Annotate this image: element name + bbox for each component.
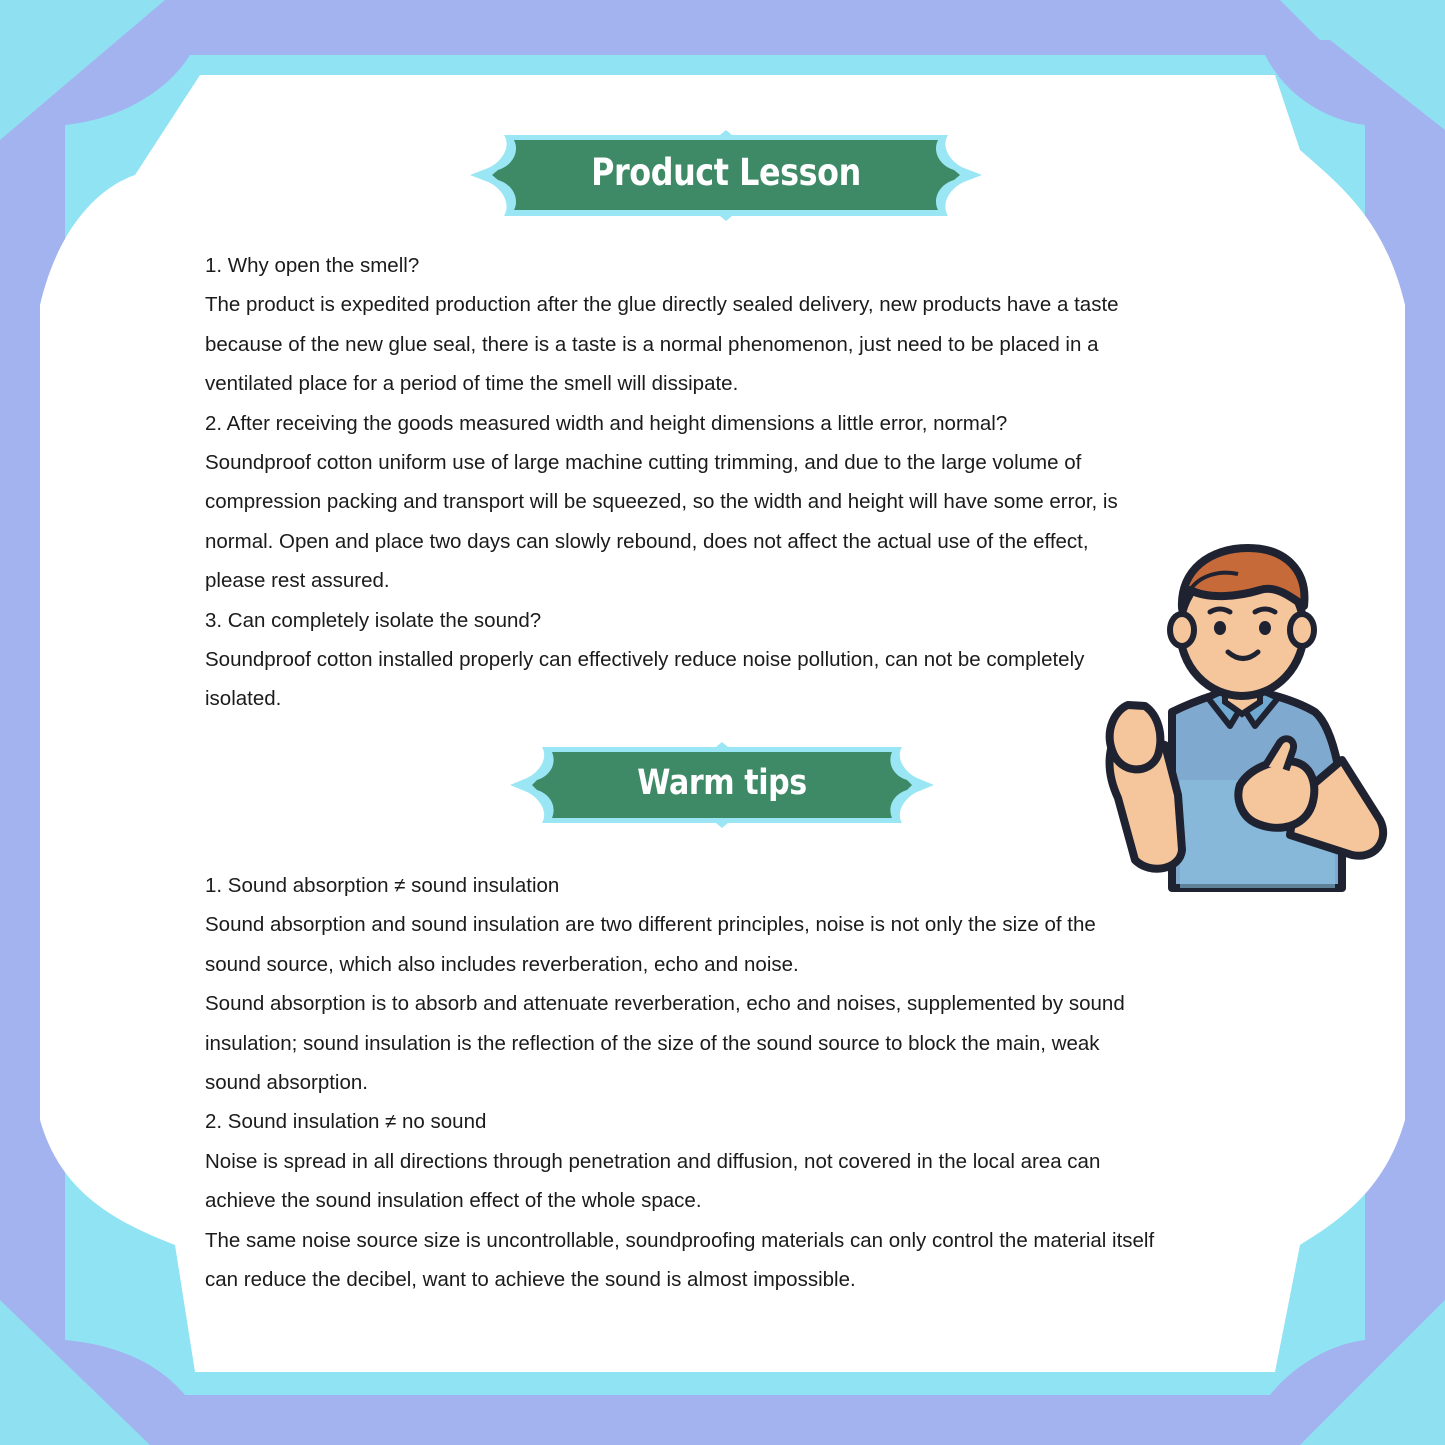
tip-line: insulation; sound insulation is the reflection of the size of the sound source to block the main, weak bbox=[205, 1031, 1100, 1055]
faq-question: 1. Why open the smell? bbox=[205, 254, 420, 277]
section-title: Product Lesson bbox=[591, 151, 861, 194]
warm-tips-banner bbox=[510, 740, 934, 830]
faq-answer-line: because of the new glue seal, there is a taste is a normal phenomenon, just need to be placed in a bbox=[205, 332, 1099, 356]
faq-question: 3. Can completely isolate the sound? bbox=[205, 608, 542, 632]
faq-answer-line: Soundproof cotton uniform use of large machine cutting trimming, and due to the large volume of bbox=[205, 451, 1082, 475]
tip-line: Noise is spread in all directions through penetration and diffusion, not covered in the local area can bbox=[205, 1149, 1101, 1173]
tip-line: sound absorption. bbox=[205, 1071, 368, 1095]
warm-tips-text bbox=[205, 866, 1265, 1299]
tip-line: can reduce the decibel, want to achieve the sound is almost impossible. bbox=[205, 1268, 856, 1292]
tip-line: The same noise source size is uncontrollable, soundproofing materials can only control the material itself bbox=[205, 1228, 1155, 1252]
tip-line: Sound absorption and sound insulation are two different principles, noise is not only the size of the bbox=[205, 913, 1096, 937]
thumbs-up-man-icon bbox=[1090, 530, 1390, 895]
tip-heading: 1. Sound absorption ≠ sound insulation bbox=[205, 874, 560, 897]
faq-answer-line: isolated. bbox=[205, 687, 282, 711]
tip-line: Sound absorption is to absorb and attenuate reverberation, echo and noises, supplemented by sound bbox=[205, 992, 1125, 1016]
tip-line: sound source, which also includes reverberation, echo and noise. bbox=[205, 952, 799, 976]
tip-line: achieve the sound insulation effect of the whole space. bbox=[205, 1189, 702, 1213]
tip-heading: 2. Sound insulation ≠ no sound bbox=[205, 1110, 487, 1134]
section-title: Warm tips bbox=[637, 763, 807, 803]
faq-answer-line: compression packing and transport will be squeezed, so the width and height will have some error, is bbox=[205, 490, 1118, 514]
faq-answer-line: The product is expedited production after the glue directly sealed delivery, new products have a taste bbox=[205, 293, 1119, 317]
faq-answer-line: normal. Open and place two days can slowly rebound, does not affect the actual use of the effect, bbox=[205, 529, 1089, 553]
product-lesson-banner bbox=[470, 128, 982, 223]
faq-answer-line: Soundproof cotton installed properly can effectively reduce noise pollution, can not be completely bbox=[205, 648, 1085, 672]
faq-question: 2. After receiving the goods measured width and height dimensions a little error, normal? bbox=[205, 411, 1008, 435]
faq-answer-line: please rest assured. bbox=[205, 569, 390, 593]
faq-answer-line: ventilated place for a period of time the smell will dissipate. bbox=[205, 372, 739, 396]
